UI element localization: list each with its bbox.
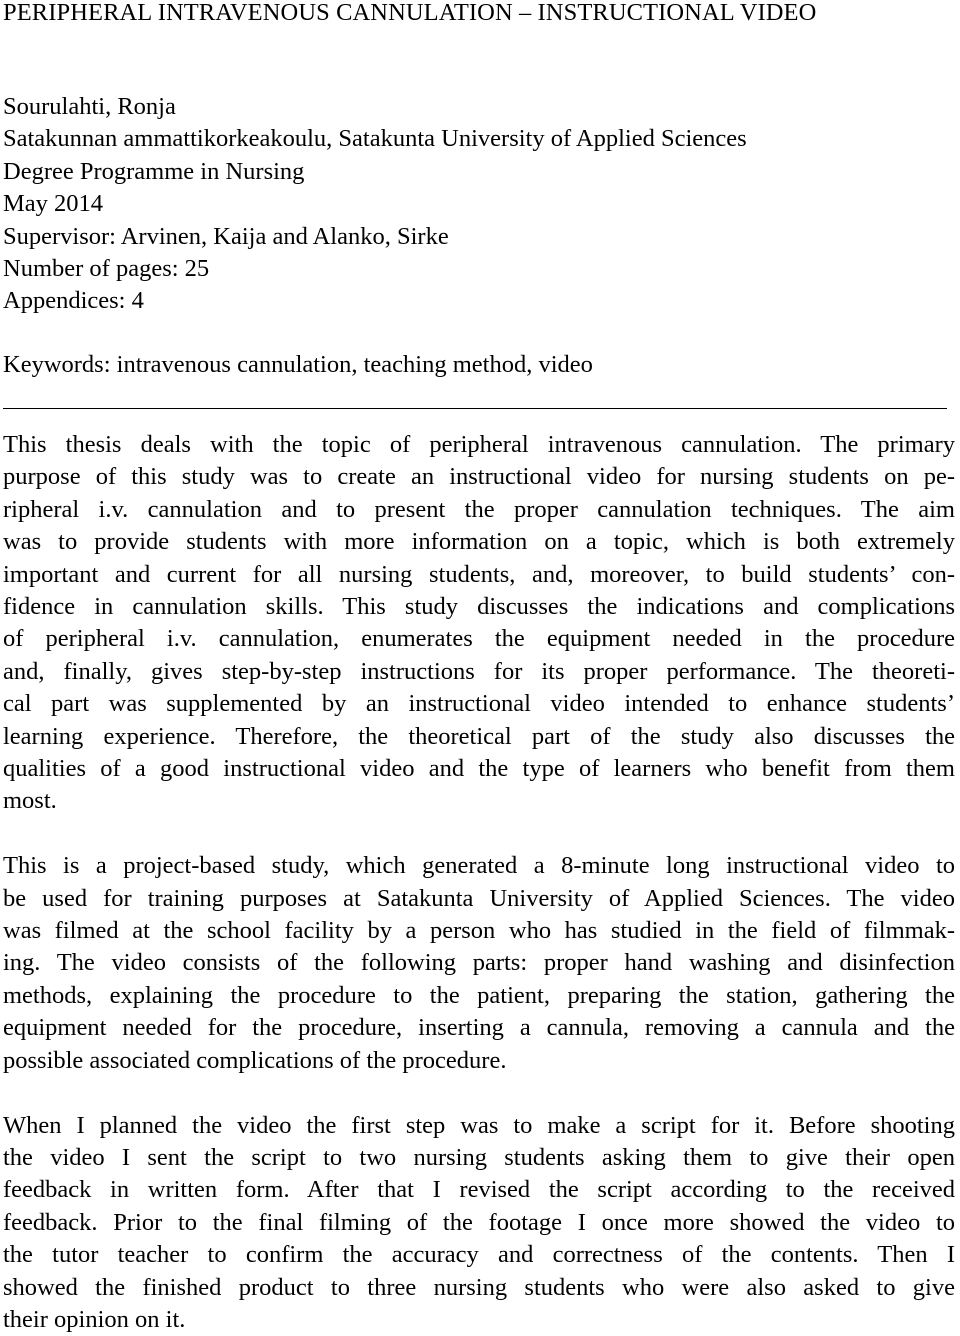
- text-line: showed the finished product to three nursing students who were also asked to give: [3, 1272, 955, 1304]
- text-line: was to provide students with more information on a topic, which is both extremely: [3, 526, 955, 558]
- text-line: of peripheral i.v. cannulation, enumerates the equipment needed in the procedure: [3, 623, 955, 655]
- text-line: purpose of this study was to create an instructional video for nursing students on pe-: [3, 461, 955, 493]
- abstract-paragraph-3: [3, 1110, 955, 1336]
- thesis-metadata: [3, 91, 747, 318]
- text-line: most.: [3, 785, 955, 817]
- degree-programme: Degree Programme in Nursing: [3, 156, 747, 188]
- text-line: cal part was supplemented by an instructional video intended to enhance students’: [3, 688, 955, 720]
- keywords: Keywords: intravenous cannulation, teaching method, video: [3, 349, 593, 381]
- text-line: the tutor teacher to confirm the accuracy and correctness of the contents. Then I: [3, 1239, 955, 1271]
- date: May 2014: [3, 188, 747, 220]
- text-line: important and current for all nursing students, and, moreover, to build students’ con-: [3, 559, 955, 591]
- text-line: possible associated complications of the procedure.: [3, 1045, 955, 1077]
- text-line: This thesis deals with the topic of peripheral intravenous cannulation. The primary: [3, 429, 955, 461]
- text-line: ripheral i.v. cannulation and to present the proper cannulation techniques. The aim: [3, 494, 955, 526]
- appendices: Appendices: 4: [3, 285, 747, 317]
- paragraph-gap: [3, 818, 955, 850]
- text-line: was filmed at the school facility by a person who has studied in the field of filmmak-: [3, 915, 955, 947]
- text-line: methods, explaining the procedure to the patient, preparing the station, gathering the: [3, 980, 955, 1012]
- paragraph-gap: [3, 1077, 955, 1109]
- text-line: This is a project-based study, which generated a 8-minute long instructional video to: [3, 850, 955, 882]
- text-line: the video I sent the script to two nursing students asking them to give their open: [3, 1142, 955, 1174]
- abstract-body: [3, 429, 955, 1336]
- text-line: equipment needed for the procedure, inserting a cannula, removing a cannula and the: [3, 1012, 955, 1044]
- text-line: ing. The video consists of the following parts: proper hand washing and disinfection: [3, 947, 955, 979]
- text-line: and, finally, gives step-by-step instructions for its proper performance. The theoreti-: [3, 656, 955, 688]
- abstract-paragraph-1: [3, 429, 955, 818]
- author: Sourulahti, Ronja: [3, 91, 747, 123]
- text-line: qualities of a good instructional video and the type of learners who benefit from them: [3, 753, 955, 785]
- document-title: PERIPHERAL INTRAVENOUS CANNULATION – INSTRUCTIONAL VIDEO: [3, 0, 816, 28]
- text-line: be used for training purposes at Satakunta University of Applied Sciences. The video: [3, 883, 955, 915]
- text-line: feedback. Prior to the final filming of the footage I once more showed the video to: [3, 1207, 955, 1239]
- abstract-paragraph-2: [3, 850, 955, 1077]
- text-line: When I planned the video the first step was to make a script for it. Before shooting: [3, 1110, 955, 1142]
- text-line: their opinion on it.: [3, 1304, 955, 1336]
- page-count: Number of pages: 25: [3, 253, 747, 285]
- text-line: fidence in cannulation skills. This study discusses the indications and complications: [3, 591, 955, 623]
- divider-line: [3, 408, 947, 409]
- institution: Satakunnan ammattikorkeakoulu, Satakunta University of Applied Sciences: [3, 123, 747, 155]
- text-line: feedback in written form. After that I revised the script according to the received: [3, 1174, 955, 1206]
- supervisor: Supervisor: Arvinen, Kaija and Alanko, Sirke: [3, 221, 747, 253]
- text-line: learning experience. Therefore, the theoretical part of the study also discusses the: [3, 721, 955, 753]
